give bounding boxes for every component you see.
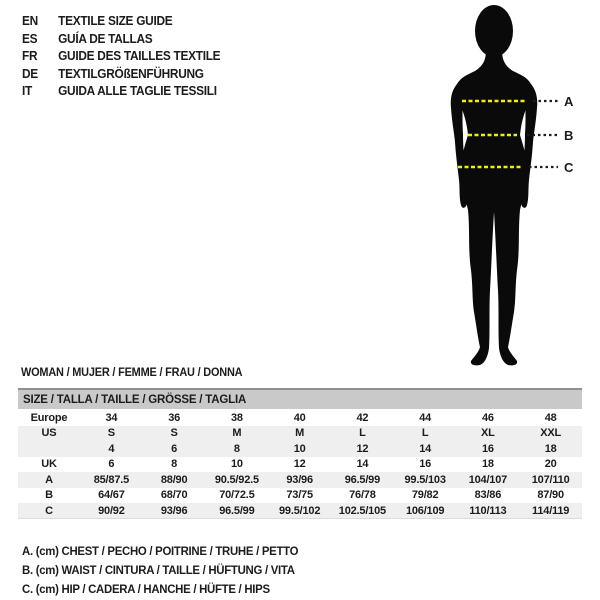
size-cell: 83/86 xyxy=(474,489,502,502)
size-cell: 8 xyxy=(206,441,269,457)
size-cell: 44 xyxy=(419,412,432,425)
size-cell: 102.5/105 xyxy=(331,503,394,519)
lang-code: IT xyxy=(22,84,32,98)
size-cell: 90/92 xyxy=(80,503,143,519)
waist-label: B xyxy=(564,128,574,143)
size-cell: 10 xyxy=(268,441,331,457)
table-header-label: SIZE / TALLA / TAILLE / GRÖSSE / TAGLIA xyxy=(18,389,582,410)
row-label: C xyxy=(18,503,80,519)
size-cell: 12 xyxy=(331,441,394,457)
size-cell: S xyxy=(143,426,206,442)
size-table-section xyxy=(18,367,582,519)
legend-waist: B. (cm) WAIST / CINTURA / TAILLE / HÜFTUNG / VITA xyxy=(22,563,295,577)
size-cell: 18 xyxy=(519,441,582,457)
size-cell: M xyxy=(268,426,331,442)
size-cell: 79/82 xyxy=(411,489,439,502)
size-cell: 104/107 xyxy=(457,472,520,488)
size-cell: 68/70 xyxy=(160,489,188,502)
lang-code: DE xyxy=(22,66,38,81)
row-label: A xyxy=(18,472,80,488)
legend-chest: A. (cm) CHEST / PECHO / POITRINE / TRUHE / PETTO xyxy=(22,544,299,558)
size-table xyxy=(18,388,582,519)
woman-silhouette-graphic xyxy=(405,0,595,375)
lang-title: GUIDE DES TAILLES TEXTILE xyxy=(58,49,221,63)
size-cell: 70/72.5 xyxy=(219,489,255,502)
lang-row-it xyxy=(22,83,220,101)
table-header-row xyxy=(18,389,582,410)
measurement-figure xyxy=(405,0,595,375)
lang-row-en xyxy=(22,13,220,31)
size-cell: 96.5/99 xyxy=(206,503,269,519)
table-row xyxy=(18,503,582,519)
size-cell: 85/87.5 xyxy=(80,472,143,488)
size-cell: 6 xyxy=(108,458,115,471)
size-cell: 12 xyxy=(293,458,306,471)
size-cell: 18 xyxy=(481,458,494,471)
lang-row-de xyxy=(22,66,220,84)
lang-code: ES xyxy=(22,31,38,46)
lang-row-es xyxy=(22,31,220,49)
size-cell: 16 xyxy=(419,458,432,471)
lang-title: GUÍA DE TALLAS xyxy=(58,31,153,46)
size-cell: 4 xyxy=(80,441,143,457)
size-cell: 76/78 xyxy=(349,489,376,502)
size-cell: S xyxy=(80,426,143,442)
size-cell: 16 xyxy=(457,441,520,457)
size-cell: 107/110 xyxy=(519,472,582,488)
size-cell: 110/113 xyxy=(457,503,520,519)
silhouette-head xyxy=(475,5,513,57)
table-row xyxy=(18,410,582,426)
size-cell: 114/119 xyxy=(519,503,582,519)
table-row xyxy=(18,488,582,504)
size-table-body xyxy=(18,410,582,519)
size-cell: 38 xyxy=(230,412,243,425)
size-cell: 93/96 xyxy=(268,472,331,488)
size-cell: 8 xyxy=(171,458,178,471)
size-cell: 64/67 xyxy=(98,489,125,502)
size-cell: 34 xyxy=(105,412,118,425)
size-cell: 14 xyxy=(356,458,369,471)
size-cell: 48 xyxy=(544,412,557,425)
row-label: Europe xyxy=(30,412,68,425)
chest-label: A xyxy=(564,94,574,109)
lang-code: FR xyxy=(22,49,38,63)
size-cell: 20 xyxy=(544,458,557,471)
size-cell: 42 xyxy=(356,412,369,425)
lang-title: TEXTILE SIZE GUIDE xyxy=(58,14,173,28)
table-row xyxy=(18,426,582,442)
row-label: UK xyxy=(41,458,57,471)
size-cell: 73/75 xyxy=(286,489,313,502)
size-cell: L xyxy=(331,426,394,442)
size-cell: XXL xyxy=(519,426,582,442)
size-cell: 36 xyxy=(168,412,181,425)
size-cell: XL xyxy=(457,426,520,442)
row-label: US xyxy=(18,426,80,442)
table-row xyxy=(18,457,582,473)
size-cell: 93/96 xyxy=(143,503,206,519)
legend-hip: C. (cm) HIP / CADERA / HANCHE / HÜFTE / HIPS xyxy=(22,582,270,596)
size-cell: 46 xyxy=(481,412,494,425)
lang-row-fr xyxy=(22,48,220,66)
size-cell: L xyxy=(394,426,457,442)
row-label: B xyxy=(45,489,53,502)
size-cell: 10 xyxy=(230,458,243,471)
size-cell: 106/109 xyxy=(394,503,457,519)
measurement-legend xyxy=(22,542,313,599)
size-cell: M xyxy=(206,426,269,442)
language-title-list xyxy=(22,13,231,101)
size-cell: 40 xyxy=(293,412,306,425)
size-cell: 96.5/99 xyxy=(331,472,394,488)
size-cell: 87/90 xyxy=(537,489,564,502)
lang-code: EN xyxy=(22,14,38,28)
size-cell: 6 xyxy=(143,441,206,457)
lang-title: TEXTILGRÖßENFÜHRUNG xyxy=(58,66,204,81)
lang-title: GUIDA ALLE TAGLIE TESSILI xyxy=(58,84,217,98)
size-cell: 90.5/92.5 xyxy=(206,472,269,488)
size-cell: 14 xyxy=(394,441,457,457)
size-cell: 99.5/102 xyxy=(268,503,331,519)
size-cell: 88/90 xyxy=(143,472,206,488)
table-group-title: WOMAN / MUJER / FEMME / FRAU / DONNA xyxy=(21,367,243,379)
size-cell: 99.5/103 xyxy=(394,472,457,488)
table-row xyxy=(18,472,582,488)
silhouette-body xyxy=(456,50,532,365)
row-label xyxy=(18,441,80,457)
hip-label: C xyxy=(564,160,574,175)
table-row xyxy=(18,441,582,457)
